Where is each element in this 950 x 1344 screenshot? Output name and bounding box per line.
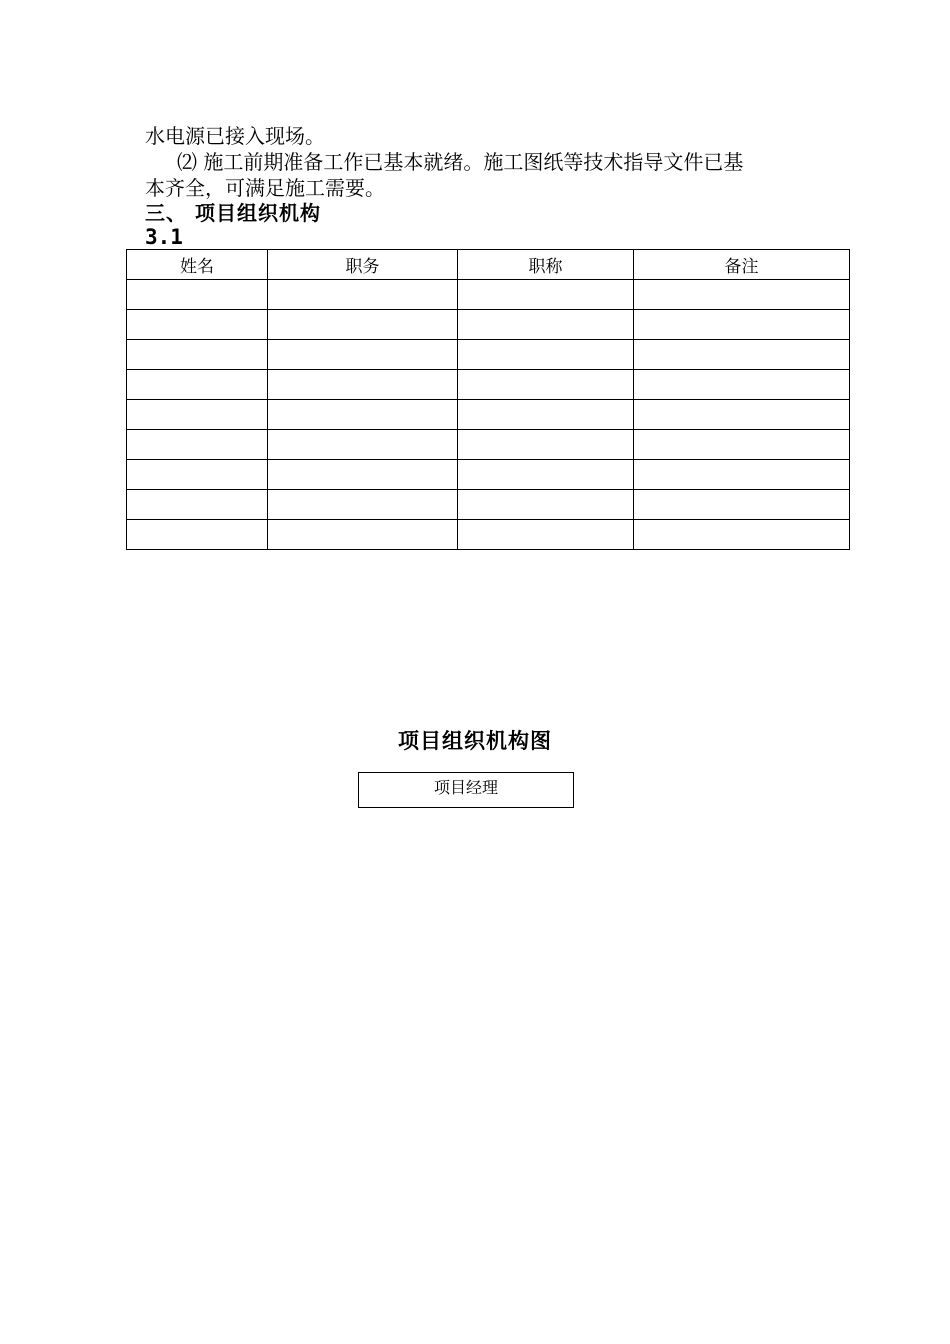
table-cell	[458, 520, 634, 550]
table-cell	[458, 490, 634, 520]
column-header-name: 姓名	[127, 250, 268, 280]
table-cell	[634, 370, 850, 400]
table-cell	[634, 280, 850, 310]
table-header-row	[127, 250, 850, 280]
table-cell	[268, 460, 458, 490]
table-cell	[458, 310, 634, 340]
table-cell	[458, 340, 634, 370]
table-row	[127, 400, 850, 430]
body-text-line: ⑵ 施工前期准备工作已基本就绪。施工图纸等技术指导文件已基	[177, 150, 744, 174]
table-cell	[268, 490, 458, 520]
table-row	[127, 430, 850, 460]
table-row	[127, 280, 850, 310]
org-chart-title: 项目组织机构图	[398, 729, 552, 753]
org-node-project-manager: 项目经理	[358, 772, 574, 808]
table-cell	[634, 310, 850, 340]
table-cell	[458, 460, 634, 490]
table-cell	[127, 460, 268, 490]
table-row	[127, 310, 850, 340]
table-cell	[127, 430, 268, 460]
section-heading: 三、 项目组织机构	[145, 201, 321, 225]
table-cell	[127, 400, 268, 430]
staff-table	[126, 249, 850, 550]
table-cell	[458, 280, 634, 310]
table-cell	[268, 340, 458, 370]
body-text-line: 水电源已接入现场。	[145, 124, 325, 148]
column-header-position: 职务	[268, 250, 458, 280]
column-header-remarks: 备注	[634, 250, 850, 280]
table-row	[127, 520, 850, 550]
table-row	[127, 460, 850, 490]
table-cell	[127, 520, 268, 550]
table-cell	[458, 400, 634, 430]
table-cell	[634, 340, 850, 370]
table-row	[127, 370, 850, 400]
subsection-number: 3.1	[145, 225, 183, 249]
table-cell	[127, 370, 268, 400]
table-row	[127, 490, 850, 520]
table-cell	[127, 340, 268, 370]
table-cell	[458, 430, 634, 460]
table-cell	[127, 280, 268, 310]
table-cell	[634, 400, 850, 430]
table-cell	[268, 280, 458, 310]
table-cell	[634, 430, 850, 460]
table-cell	[268, 310, 458, 340]
column-header-title: 职称	[458, 250, 634, 280]
body-text-line: 本齐全，可满足施工需要。	[145, 176, 385, 200]
table-cell	[127, 490, 268, 520]
table-cell	[127, 310, 268, 340]
table-cell	[268, 430, 458, 460]
table-row	[127, 340, 850, 370]
table-cell	[634, 490, 850, 520]
table-cell	[268, 520, 458, 550]
table-cell	[634, 460, 850, 490]
table-cell	[458, 370, 634, 400]
table-cell	[268, 370, 458, 400]
table-cell	[268, 400, 458, 430]
table-cell	[634, 520, 850, 550]
